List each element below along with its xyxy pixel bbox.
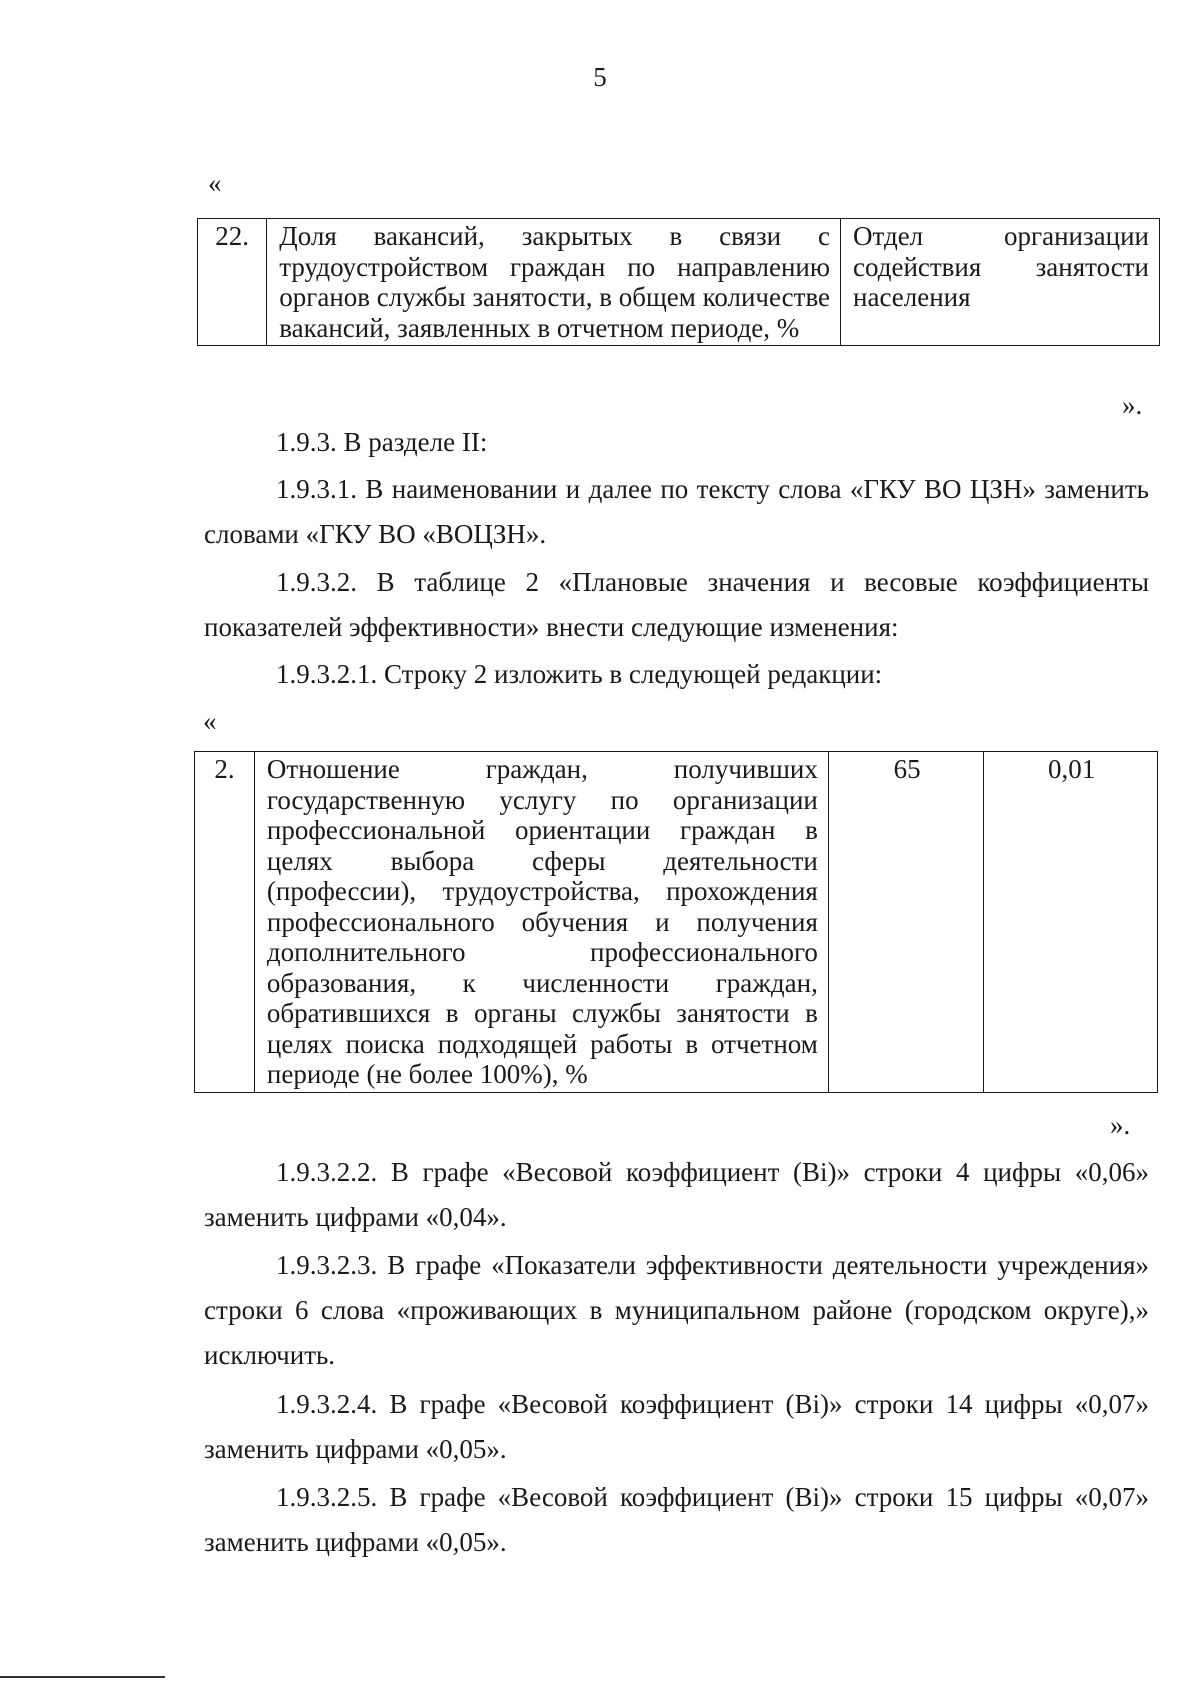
para-1-9-3-1: 1.9.3.1. В наименовании и далее по тексту слова «ГКУ ВО ЦЗН» заменить словами «ГКУ ВО «ВОЦЗН». xyxy=(204,474,1149,549)
table2 xyxy=(194,751,1158,1093)
table2-open-quote: « xyxy=(203,706,217,736)
table1-close-quote: ». xyxy=(1122,390,1143,420)
para-1-9-3-2-4: 1.9.3.2.4. В графе «Весовой коэффициент (Bi)» строки 14 цифры «0,07» заменить цифрами «0,05». xyxy=(204,1389,1149,1464)
para-1-9-3-2-1: 1.9.3.2.1. Строку 2 изложить в следующей редакции: xyxy=(276,659,883,689)
table1-indicator-name: Доля вакансий, закрытых в связи с трудоустройством граждан по направлению органов службы занятости, в общем количестве вакансий, заявленных в отчетном периоде, % xyxy=(267,219,841,346)
para-1-9-3-2-2: 1.9.3.2.2. В графе «Весовой коэффициент (Bi)» строки 4 цифры «0,06» заменить цифрами «0,04». xyxy=(204,1157,1149,1232)
para-1-9-3-2-3: 1.9.3.2.3. В графе «Показатели эффективности деятельности учреждения» строки 6 слова «проживающих в муниципальном районе (городском округе),» исключить. xyxy=(204,1250,1149,1370)
table2-row-2 xyxy=(195,752,1158,1093)
para-1-9-3-2-5: 1.9.3.2.5. В графе «Весовой коэффициент (Bi)» строки 15 цифры «0,07» заменить цифрами «0,05». xyxy=(204,1482,1149,1557)
table2-weight-coefficient: 0,01 xyxy=(984,752,1158,1093)
table1 xyxy=(197,218,1160,346)
table1-row-num: 22. xyxy=(198,219,267,346)
table2-row-num: 2. xyxy=(195,752,255,1093)
table1-row-22 xyxy=(198,219,1160,346)
table2-plan-value: 65 xyxy=(828,752,983,1093)
para-1-9-3: 1.9.3. В разделе II: xyxy=(276,427,488,457)
para-1-9-3-2: 1.9.3.2. В таблице 2 «Плановые значения и весовые коэффициенты показателей эффективности» внести следующие изменения: xyxy=(204,567,1149,642)
table1-open-quote: « xyxy=(208,168,222,198)
table2-close-quote: ». xyxy=(1110,1110,1131,1140)
footnote-rule xyxy=(0,1676,165,1678)
table1-department: Отдел организации содействия занятости населения xyxy=(841,219,1160,346)
table2-indicator-name: Отношение граждан, получивших государственную услугу по организации профессиональной ориентации граждан в целях выбора сферы деятельности (профессии), трудоустройства, прохождения профессионального обучения и получения дополнительного профессионального образования, к численности граждан, обратившихся в органы службы занятости в целях поиска подходящей работы в отчетном периоде (не более 100%), % xyxy=(254,752,828,1093)
page-number: 5 xyxy=(593,62,607,92)
